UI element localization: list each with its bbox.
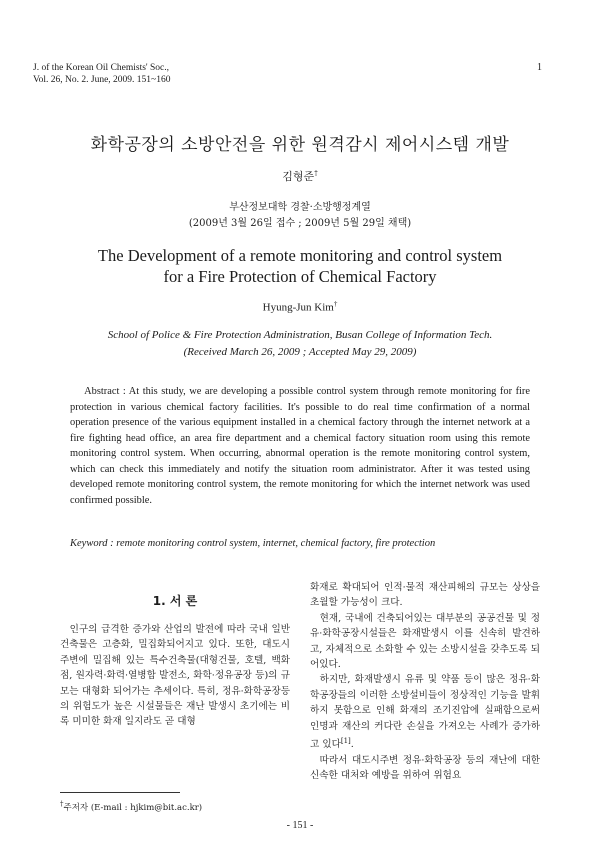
footnote-text: 주저자 (E-mail : hjkim@bit.ac.kr): [63, 802, 203, 813]
english-title: [0, 245, 600, 287]
english-title-line1: The Development of a remote monitoring and control system: [97, 246, 503, 265]
abstract-label: Abstract: [84, 386, 120, 397]
page-footer: - 151 -: [286, 820, 314, 831]
english-affiliation: [0, 327, 600, 361]
journal-volume: Vol. 26, No. 2. June, 2009. 151~160: [33, 75, 171, 85]
english-author: [0, 300, 600, 314]
paragraph: 인구의 급격한 증가와 산업의 발전에 따라 국내 일반 건축물은 고층화, 밀집화되어지고 있다. 또한, 대도시 주변에 밀집해 있는 특수건축물(대형건물, 호텔, 백화점, 원자력·화력·열병합 발전소, 화학·정유공장 등)의 규모는 대형화 되어가는 추세이다. 특히, 정유·화학공장등의 위험도가 높은 시설물들은 재난 발생시 초기에는 비록 미미한 화재 일지라도 곧 대형: [60, 624, 290, 728]
paragraph: 현재, 국내에 건축되어있는 대부분의 공공건물 및 정유·화학공장시설들은 화재발생시 이를 신속히 발견하고, 자체적으로 소화할 수 있는 소방시설을 갖추도록 되어있다.: [310, 612, 540, 671]
korean-affiliation: [0, 200, 600, 232]
paragraph: 따라서 대도시주변 정유·화학공장 등의 재난에 대한 신속한 대처와 예방을 위하여 위험요: [310, 754, 540, 782]
keywords: Keyword : remote monitoring control system, internet, chemical factory, fire protection: [70, 538, 436, 549]
journal-header: [33, 62, 170, 86]
left-column: [60, 622, 290, 730]
abstract-text: : At this study, we are developing a possible control system through remote monitoring for fire protection in various chemical factory facilities. It's possible to do real time confirmation of a normal operation presence of the various equipment installed in a chemical factory through the internet network at a fire fighting head office, an area fire department and a chemical factory situation room using this remote monitoring control system. When occurring, abnormal operation is the remote monitoring control system, which can check this immediately and notify the situation room administrator. After it was tested using developed remote monitoring control system, the remote monitoring for which the internet network was used confirmed possible.: [70, 386, 530, 506]
footnote-rule: [60, 792, 180, 793]
english-dates: (Received March 26, 2009 ; Accepted May 29, 2009): [183, 346, 417, 358]
paragraph-text: 하지만, 화재발생시 유류 및 약품 등이 많은 정유·화학공장들의 이러한 소방설비들이 정상적인 기능을 발휘하지 못함으로 인해 화재의 조기진압에 실패함으로써 인명과 재산의 커다란 손실을 가져오는 사례가 증가하고 있다: [310, 674, 540, 751]
author-dagger: †: [314, 169, 318, 178]
korean-title: 화학공장의 소방안전을 위한 원격감시 제어시스템 개발: [90, 135, 510, 155]
footnote: [60, 800, 202, 813]
english-author-dagger: †: [333, 300, 338, 308]
paragraph-end: .: [350, 739, 354, 751]
english-title-line2: for a Fire Protection of Chemical Factory: [163, 267, 437, 286]
paragraph: 화재로 확대되어 인적·물적 재산피해의 규모는 상상을 초월할 가능성이 크다.: [310, 582, 540, 609]
korean-affiliation-name: 부산정보대학 경찰·소방행정계열: [229, 202, 371, 213]
journal-name: J. of the Korean Oil Chemists' Soc.,: [33, 63, 170, 73]
english-author-name: Hyung-Jun Kim: [262, 301, 334, 314]
paragraph: [310, 672, 540, 752]
korean-author-name: 김형준: [282, 170, 315, 183]
footnote-dagger: †: [60, 800, 64, 808]
abstract: [70, 384, 530, 508]
english-affiliation-name: School of Police & Fire Protection Administration, Busan College of Information Tech.: [107, 329, 493, 341]
korean-dates: (2009년 3월 26일 접수 ; 2009년 5월 29일 채택): [188, 218, 412, 229]
page-number: 1: [537, 62, 542, 73]
citation: [1]: [340, 737, 351, 746]
right-column: [310, 580, 540, 783]
korean-author: [0, 168, 600, 184]
section-heading: 1. 서 론: [152, 594, 198, 608]
